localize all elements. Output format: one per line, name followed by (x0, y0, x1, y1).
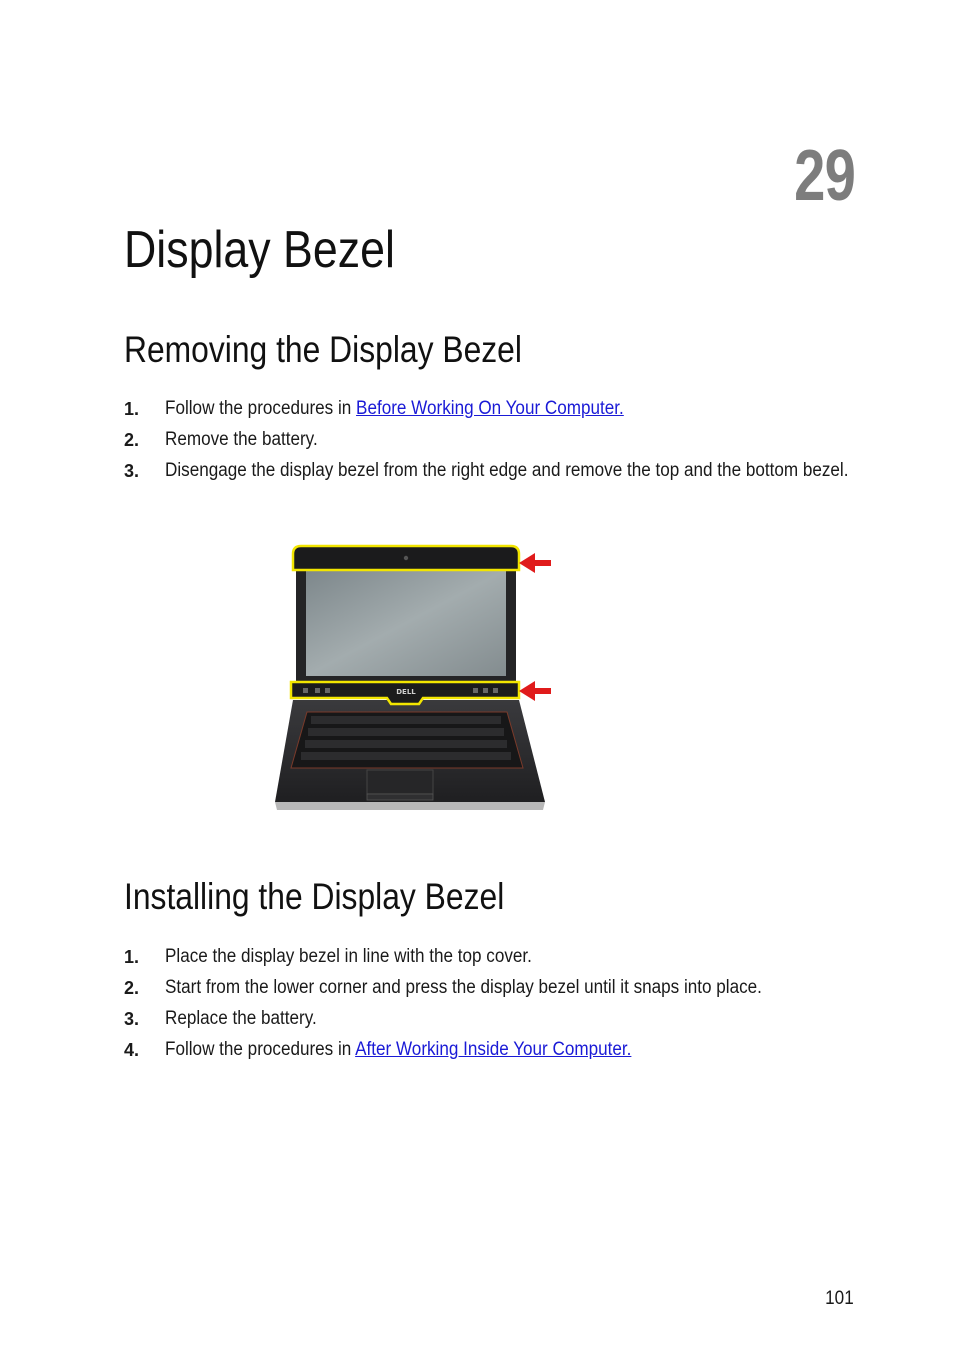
step-number: 2. (124, 978, 140, 998)
installing-steps-list (124, 945, 854, 1069)
step-text: Replace the battery. (165, 1008, 317, 1029)
before-working-link[interactable]: Before Working On Your Computer. (356, 398, 624, 419)
removing-step-2 (124, 428, 854, 452)
removing-step-3 (124, 459, 854, 483)
removing-step-1 (124, 397, 854, 421)
step-number: 3. (124, 1009, 140, 1029)
base-silver-edge (275, 802, 545, 810)
step-number: 1. (124, 399, 140, 419)
step-text: Start from the lower corner and press the display bezel until it snaps into place. (165, 977, 762, 998)
step-number: 1. (124, 947, 140, 967)
installing-step-1 (124, 945, 854, 969)
step-number: 2. (124, 430, 140, 450)
chapter-title: Display Bezel (124, 221, 395, 279)
step-number: 3. (124, 461, 140, 481)
installing-step-3 (124, 1007, 854, 1031)
dell-logo: DELL (396, 688, 416, 696)
display-screen (306, 570, 506, 676)
arrow-bottom-icon (519, 681, 551, 701)
section-title-removing: Removing the Display Bezel (124, 329, 522, 370)
touchpad (367, 770, 433, 794)
step-text: Place the display bezel in line with the top cover. (165, 946, 532, 967)
removing-steps-list (124, 397, 854, 490)
step-number: 4. (124, 1040, 140, 1060)
step-text: Follow the procedures in (165, 398, 357, 419)
installing-step-2 (124, 976, 854, 1000)
step-text: Follow the procedures in (165, 1039, 356, 1060)
section-title-installing: Installing the Display Bezel (124, 876, 505, 917)
webcam-icon (404, 556, 408, 560)
after-working-link[interactable]: After Working Inside Your Computer. (355, 1039, 632, 1060)
step-text: Disengage the display bezel from the right edge and remove the top and the bottom bezel. (165, 460, 849, 481)
laptop-bezel-removal-figure (273, 540, 553, 815)
step-text: Remove the battery. (165, 429, 318, 450)
touchpad-buttons (367, 794, 433, 800)
installing-step-4 (124, 1038, 854, 1062)
chapter-number: 29 (794, 136, 855, 216)
page-number: 101 (825, 1288, 854, 1309)
arrow-top-icon (519, 553, 551, 573)
